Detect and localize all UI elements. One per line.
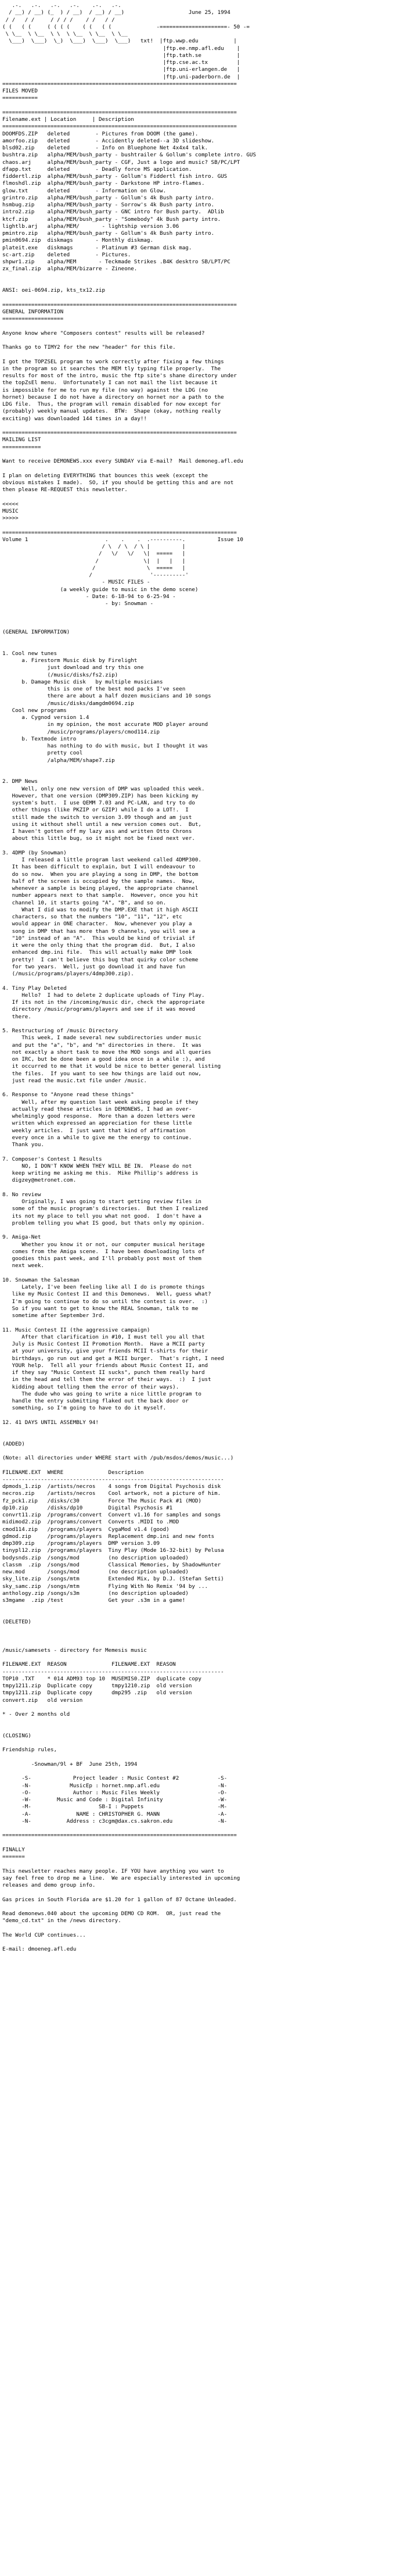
text-line: /music/programs/players/cmod114.zip (2, 728, 160, 735)
text-line: MAILING LIST (2, 437, 41, 443)
text-line: Friendship rules, (2, 1747, 57, 1754)
text-line (2, 1412, 416, 1419)
text-line: problem telling you what IS good, but thats only my opinion. (2, 1219, 205, 1226)
text-line (2, 1840, 416, 1847)
text-line (2, 771, 416, 778)
text-line: bushtra.zip alpha/MEM/bush_party - bushtrailer & Gollum's complete intro. GUS (2, 152, 256, 159)
text-line: /alpha/MEM/shape7.zip (2, 757, 115, 764)
text-line: about this little bug, so it might not be fixed next ver. (2, 835, 195, 842)
text-line (2, 493, 416, 500)
text-line: |ftp.ee.nmp.afl.edu | (2, 45, 250, 52)
text-line: still made the switch to version 3.09 though and am just (2, 814, 192, 821)
text-line: / / / / / / / / / / / / (2, 16, 250, 23)
text-line: / \ / \ / \ | | (2, 543, 186, 550)
text-line (2, 522, 416, 529)
text-line: anthology.zip /songs/s3m (no description uploaded) (2, 1590, 189, 1597)
text-line: the topZsEl menu. Unfortunately I can not mail the list because it (2, 380, 218, 387)
text-line: Originally, I was going to start getting review files in (2, 1198, 201, 1205)
text-line: ========================================================================= (2, 529, 237, 536)
text-line: then please RE-REQUEST this newsletter. (2, 486, 128, 493)
text-line (2, 978, 416, 985)
text-line: results for most of the intro, music the ftp site's shane directory under (2, 373, 237, 379)
text-line: dmp309.zip /programs/players DMP version 3.09 (2, 1540, 160, 1547)
text-line: if they say "Music Contest II sucks", punch them really hard (2, 1369, 205, 1376)
text-line: new.mod /songs/mod (no description uploaded) (2, 1569, 189, 1575)
text-line: intro2.zip alpha/MEM/bush_party - GNC intro for Bush party. ADlib (2, 209, 224, 216)
text-line (2, 1462, 416, 1469)
text-line: fiddertl.zip alpha/MEM/bush_party - Gollum's Fiddertl fish intro. GUS (2, 173, 228, 180)
text-line: |ftp.tath.se | (2, 52, 250, 59)
text-line: Lately, I've been feeling like all I do is promote things (2, 1284, 205, 1290)
text-line: (ADDED) (2, 1440, 25, 1447)
text-line: 5. Restructuring of /music Directory (2, 1028, 118, 1034)
text-line: zx_final.zip alpha/MEM/bizarre - Zineone. (2, 266, 138, 273)
text-line (2, 1604, 416, 1611)
text-line: So if you want to get to know the REAL Snowman, talk to me (2, 1305, 199, 1312)
text-line (2, 622, 416, 629)
newsletter-document (2, 2, 416, 1954)
text-line: every once in a while to give me the energy to continue. (2, 1134, 192, 1141)
text-line: --------------------------------------------------------------------- (2, 1668, 224, 1675)
text-line: classm .zip /songs/mod Classical Memories, by ShadowHunter (2, 1561, 221, 1568)
text-line: |ftp.uni-paderborn.de | (2, 73, 250, 80)
text-line: shpwr1.zip alpha/MEM - Teckmade Strikes .B4K desktro SB/LPT/PC (2, 259, 230, 265)
text-line (2, 1704, 416, 1711)
text-line: 1. Cool new tunes (2, 650, 57, 657)
text-line: |ftp.cse.ac.tx | (2, 59, 250, 66)
text-line: midimod2.zip /programs/convert Converts .MIDI to .MOD (2, 1519, 179, 1526)
text-line: The World CUP continues... (2, 1931, 86, 1938)
text-line: half of the screen is occupied by the sample names. Now, (2, 878, 195, 885)
text-line: 4. Tiny Play Deleted (2, 985, 67, 992)
text-line: It has been difficult to explain, but I will endeavour to (2, 864, 195, 871)
text-line: I plan on deleting EVERYTHING that bounces this week (except the (2, 472, 208, 479)
text-line: "10" instead of an "A". This would be kind of trivial if (2, 935, 195, 942)
text-line (2, 1768, 416, 1775)
text-line: using it without shell until a new version comes out. But, (2, 821, 201, 828)
text-line (2, 1270, 416, 1277)
text-line: I haven't gotten off my lazy ass and written Otto Chrons (2, 828, 192, 835)
text-line: "demo_cd.txt" in the /news directory. (2, 1917, 121, 1924)
text-line: song in DMP that has more than 9 channels, you will see a (2, 928, 195, 935)
text-line: =========== (2, 95, 38, 102)
text-line: (/music/disks/fs2.zip) (2, 671, 118, 678)
text-line: I got the TOPZSEL program to work correctly after fixing a few things (2, 358, 224, 365)
text-line: ( ( ( ( ( ( ( ( ( ( ( ( -=====================- 50 -= (2, 23, 250, 30)
text-line: other things (like PKZIP or GZIP) while I do a LOT!. I (2, 807, 189, 814)
text-line: -S- Project leader : Music Contest #2 -S- (2, 1775, 228, 1782)
text-line: b. Damage Music disk by multiple musicians (2, 678, 163, 685)
text-line: /music/disks/damgdm0694.zip (2, 700, 134, 707)
text-line: Want to receive DEMONEWS.xxx every SUNDAY via E-mail? Mail demoneg.afl.edu (2, 458, 243, 464)
text-line: ========================================================================= (2, 109, 237, 116)
text-line: sc-art.zip deleted - Pictures. (2, 251, 131, 258)
text-line: -Snowman/9l + BF June 25th, 1994 (2, 1761, 138, 1768)
text-line: dfapp.txt deleted - Deadly force MS application. (2, 166, 192, 173)
text-line: NO, I DON'T KNOW WHEN THEY WILL BE IN. Please do not (2, 1162, 192, 1169)
text-line: at your university, give your friends MCII t-shirts for their (2, 1348, 208, 1355)
text-line: -O- Author : Music Files Weekly -O- (2, 1789, 228, 1796)
text-line: FILES MOVED (2, 88, 38, 94)
text-line: --------------------------------------------------------------------- (2, 1476, 224, 1483)
text-line: written which expressed an appreciation for these little (2, 1120, 192, 1127)
text-line (2, 1740, 416, 1747)
text-line: sometime after September 3rd. (2, 1312, 106, 1319)
text-line: FILENAME.EXT REASON FILENAME.EXT REASON (2, 1661, 176, 1668)
text-line: Cool new programs (2, 707, 67, 714)
text-line: / \| | | | (2, 557, 186, 564)
text-line: tmpy1211.zip Duplicate copy dmp295 .zip old version (2, 1690, 192, 1697)
text-line: Thank you. (2, 1142, 44, 1148)
text-line: LDG file. Thus, the program will remain disabled for now except for (2, 401, 221, 407)
text-line (2, 843, 416, 850)
text-line: Well, only one new version of DMP was uploaded this week. (2, 785, 205, 792)
text-line: Hello? I had to delete 2 duplicate uploads of Tiny Play. (2, 992, 205, 999)
text-line: Volume 1 . . . .----------. Issue 10 (2, 536, 243, 543)
text-line: ========================================================================= (2, 80, 237, 87)
text-line: b. Textmode intro (2, 735, 77, 742)
text-line: >>>>> (2, 515, 19, 521)
text-line: sky_lite.zip /songs/mtm Extended Mix, by D.J. (Stefan Setti) (2, 1576, 224, 1583)
text-line (2, 1448, 416, 1455)
text-line: (Note: all directories under WHERE start with /pub/msdos/demos/music...) (2, 1455, 234, 1461)
text-line: whenever a sample is being played, the appropriate channel (2, 885, 199, 892)
text-line: - by: Snowman - (2, 600, 153, 607)
text-line: tmpy1211.zip Duplicate copy tmpy1210.zip old version (2, 1683, 192, 1689)
text-line: cmod114.zip /programs/players CygaMod v1.4 (good) (2, 1526, 170, 1533)
text-line: in the head and tell them the error of their ways. :) I just (2, 1376, 211, 1383)
text-line: in my opinion, the most accurate MOD player around (2, 721, 208, 728)
text-line: 12. 41 DAYS UNTIL ASSEMBLY 94! (2, 1419, 99, 1426)
text-line: this is one of the best mod packs I've seen (2, 686, 186, 692)
text-line (2, 1085, 416, 1092)
text-line: bodysnds.zip /songs/mod (no description uploaded) (2, 1554, 189, 1561)
text-line: * - Over 2 months old (2, 1711, 70, 1718)
text-line: pmintro.zip alpha/MEM/bush_party - Gollum's 4k Bush party intro. (2, 230, 215, 237)
text-line (2, 1185, 416, 1192)
text-line: pretty! I can't believe this bug that quirky color scheme (2, 956, 199, 963)
text-line (2, 1754, 416, 1761)
text-line: ========================================================================= (2, 301, 237, 308)
text-line: lightlb.arj alpha/MEM/ - lightship version 3.06 (2, 223, 179, 230)
text-line (2, 1939, 416, 1946)
text-line (2, 1640, 416, 1647)
text-line: not exactly a short task to move the MOD songs and all queries (2, 1049, 211, 1056)
text-line: (probably) weekly manual updates. BTW: Shape (okay, nothing really (2, 408, 221, 415)
text-line: 8. No review (2, 1191, 41, 1198)
text-line: 2. DMP News (2, 778, 38, 785)
text-line (2, 1426, 416, 1433)
text-line: <<<<< (2, 500, 19, 507)
text-line: 7. Composer's Contest 1 Results (2, 1155, 102, 1162)
text-line (2, 764, 416, 771)
text-line: -N- MusicEp : hornet.nmp.afl.edu -N- (2, 1782, 228, 1789)
text-line (2, 1654, 416, 1661)
text-line: next week. (2, 1262, 44, 1269)
text-line: YOUR help. Tell all your friends about Music Contest II, and (2, 1362, 208, 1369)
text-line (2, 351, 416, 358)
text-line: |ftp.uni-erlangen.de | (2, 66, 250, 73)
text-line: If its not in the /incoming/music dir, check the appropriate (2, 999, 205, 1006)
text-line: Thanks go to TIMY2 for the new "header" for this file. (2, 344, 176, 350)
text-line: \ \__ \ \__ \ \ \ \__ \ \__ \ \__ (2, 31, 260, 37)
text-line: there are about a half dozen musicians and 10 songs (2, 693, 211, 700)
text-line: E-mail: dmoeneg.afl.edu (2, 1946, 77, 1953)
text-line (2, 1612, 416, 1619)
text-line (2, 294, 416, 301)
text-line: - MUSIC FILES - (2, 579, 150, 586)
text-line (2, 323, 416, 330)
text-line: fz_pck1.zip /disks/c30 Force The Music Pack #1 (MOD) (2, 1497, 201, 1504)
text-line: - Date: 6-18-94 to 6-25-94 - (2, 593, 176, 600)
text-line: Anyone know where "Composers contest" results will be released? (2, 330, 205, 337)
text-line: it were the only thing that the program did. But, I also (2, 942, 195, 949)
text-line: July is Music Contest II Promotion Month. Have a MCII party (2, 1341, 205, 1347)
text-line: DOOMFDS.ZIP deleted - Pictures from DOOM (the game). (2, 130, 199, 137)
text-line (2, 1718, 416, 1725)
text-line: system's butt. I use QEMM 7.03 and PC-LAN, and try to do (2, 800, 195, 806)
text-line: do so now. When you are playing a song in DMP, the bottom (2, 871, 199, 878)
text-line: just read the music.txt file under /music. (2, 1077, 147, 1084)
text-line: enhanced dmp.ini file. This will actually make DMP look (2, 949, 192, 956)
text-line: This newsletter reaches many people. IF YOU have anything you want to (2, 1867, 224, 1874)
text-line: birthdays, go run out and get a MCII burger. That's right, I need (2, 1355, 224, 1362)
text-line: its not my place to tell you what not good. I don't have a (2, 1212, 201, 1219)
text-line: characters, so that the numbers "10", "11", "12", etc (2, 914, 182, 920)
text-line: -M- SB-I : Puppets -M- (2, 1804, 228, 1811)
text-line: dp10.zip /disks/dp10 Digital Psychosis #1 (2, 1504, 173, 1511)
text-line: 11. Music Contest II (the aggressive campaign) (2, 1326, 150, 1333)
text-line (2, 273, 416, 280)
text-line: hornet) because I do not have a directory on hornet nor a path to the (2, 393, 224, 400)
text-line: sky_samc.zip /songs/mtm Flying With No Remix '94 by ... (2, 1583, 208, 1590)
text-line: hsmbug.zip alpha/MEM/bush_party - Sorrow's 4k Bush party intro. (2, 202, 215, 208)
text-line: Gas prices in South Florida are $1.20 for 1 gallon of 87 Octane Unleaded. (2, 1896, 237, 1903)
text-line (2, 1889, 416, 1896)
text-line: there. (2, 1013, 31, 1020)
text-line (2, 280, 416, 287)
text-line (2, 1726, 416, 1733)
text-line: (DELETED) (2, 1618, 31, 1625)
text-line: flmoshdl.zip alpha/MEM/bush_party - Darkstone HP intro-flames. (2, 180, 205, 187)
text-line: I released a little program last weekend called 4DMP300. (2, 857, 201, 863)
text-line: 10. Snowman the Salesman (2, 1276, 80, 1283)
text-line: -N- Address : c3cgm@dax.cs.sakron.edu -N- (2, 1817, 228, 1824)
text-line: dpmods_1.zip /artists/necros 4 songs from Digital Psychosis disk (2, 1483, 221, 1490)
text-line (2, 1904, 416, 1910)
text-line: ============ (2, 443, 41, 450)
text-line: ========================================================================= (2, 430, 237, 436)
text-line: number appears next to that sample. However, once you hit (2, 892, 199, 899)
text-line: handle the entry submitting flaked out the back door or (2, 1398, 189, 1404)
text-line: and put the "a", "b", and "m" directories in there. It was (2, 1042, 201, 1049)
text-line: convrt11.zip /programs/convert Convert v1.16 for samples and songs (2, 1512, 221, 1518)
text-line: channel 10, it starts going "A", "B", and so on. (2, 899, 167, 906)
text-line (2, 423, 416, 430)
text-line (2, 636, 416, 643)
text-line: /music/samesets - directory for Memesis music (2, 1647, 147, 1654)
text-line: =================== (2, 316, 64, 322)
text-line: pretty cool (2, 750, 83, 757)
text-line: weekly articles. I just want that kind of affirmation (2, 1127, 186, 1134)
text-line: actually read these articles in DEMONEWS, I had an over- (2, 1105, 192, 1112)
text-line: ========================================================================= (2, 1832, 237, 1839)
text-line: a. Cygnod version 1.4 (2, 714, 89, 721)
text-line: Well, after my question last week asking people if they (2, 1099, 199, 1105)
text-line: plateit.exe diskmags - Platinum #3 German disk mag. (2, 244, 192, 251)
text-line: amorfoo.zip deleted - Accidently deleted--a 3D slideshow. (2, 137, 215, 144)
text-line: on IRC, but be done been a good idea once in a while :), and (2, 1056, 205, 1062)
text-line (2, 102, 416, 109)
text-line (2, 1825, 416, 1832)
text-line (2, 615, 416, 622)
text-line: FINALLY (2, 1846, 25, 1853)
text-line: exciting) was downloaded 144 times in a day!! (2, 415, 147, 422)
text-line: some of the music program's directories. But then I realized (2, 1205, 208, 1212)
text-line (2, 1021, 416, 1028)
text-line: tinypl12.zip /programs/players Tiny Play (Mode 16-32-bit) by Pelusa (2, 1547, 224, 1554)
text-line: GENERAL INFORMATION (2, 308, 64, 315)
text-line: What I did was to modify the DMP.EXE that it high ASCII (2, 906, 199, 913)
text-line (2, 1861, 416, 1867)
text-line: necros.zip /artists/necros Cool artwork, not a picture of him. (2, 1490, 221, 1497)
text-line: However, that one version (DMP309.ZIP) has been kicking my (2, 792, 199, 799)
text-line: This week, I made several new subdirectories under music (2, 1035, 201, 1042)
text-line: directory /music/programs/players and see if it was moved (2, 1006, 195, 1013)
text-line: (GENERAL INFORMATION) (2, 629, 70, 635)
text-line (2, 1319, 416, 1326)
text-line: has nothing to do with music, but I thought it was (2, 743, 208, 749)
text-line: convert.zip old version (2, 1697, 83, 1704)
text-line: just download and try this one (2, 664, 144, 671)
text-line: digzey@metronet.com. (2, 1177, 77, 1184)
text-line (2, 607, 416, 614)
text-line: say feel free to drop me a line. We are especially interested in upcoming (2, 1874, 240, 1881)
text-line: I'm going to continue to do so until the contest is over. :) (2, 1298, 208, 1305)
text-line: -A- NAME : CHRISTOPHER G. MANN -A- (2, 1811, 228, 1817)
text-line: something, so I'm going to have to do it myself. (2, 1405, 167, 1412)
text-line: like my Music Contest II and this Demonews. Well, guess what? (2, 1291, 211, 1298)
text-line (2, 1227, 416, 1234)
text-line: .-. .-. .-. .-. .-. .-. (2, 2, 250, 9)
text-line: (CLOSING) (2, 1732, 31, 1739)
text-line (2, 643, 416, 650)
text-line: -W- Music and Code : Digital Infinity -W- (2, 1797, 228, 1803)
text-line: it occurred to me that it would be nice to better general listing (2, 1063, 221, 1070)
text-line: is impossible for me to run my file (no way) against the LDG (no (2, 387, 208, 393)
text-line: After that clarification in #10, I must tell you all that (2, 1333, 205, 1340)
text-line: / '----------' (2, 572, 189, 578)
text-line: Filename.ext | Location | Description (2, 116, 134, 123)
text-line (2, 1626, 416, 1633)
text-line: in the program so it searches the MEM tly typing file properly. The (2, 365, 221, 372)
text-line: / \ ===== | (2, 564, 186, 571)
text-line: TOP10 .TXT * 014 ADM93 top 10 MUSEMIS0.ZIP duplicate copy (2, 1675, 201, 1682)
text-line (2, 465, 416, 472)
text-line: 6. Response to "Anyone read these things" (2, 1092, 134, 1099)
text-line: the files. If you want to see how things are laid out now, (2, 1070, 201, 1077)
text-line (2, 1149, 416, 1155)
text-line: ktcf.zip alpha/MEM/bush_party - "Somebody" 4k Bush party intro. (2, 216, 221, 223)
text-line: Read demonews.040 about the upcoming DEMO CD ROM. OR, just read the (2, 1910, 221, 1917)
text-line: goodies this past week, and I'll probably post most of them (2, 1255, 201, 1262)
text-line (2, 1925, 416, 1932)
text-line: 3. 4DMP (by Snowman) (2, 849, 67, 856)
text-line: 9. Amiga-Net (2, 1234, 41, 1241)
text-line: obvious mistakes I made). SO, if you should be getting this and are not (2, 479, 234, 486)
text-line: ========================================================================= (2, 123, 237, 130)
text-line: MUSIC (2, 507, 19, 514)
text-line: gdmod.zip /programs/players Replacement dmp.ini and new fonts (2, 1533, 215, 1540)
text-line: ======= (2, 1854, 25, 1860)
text-line: releases and demo group info. (2, 1882, 96, 1888)
text-line: \___) \___) \_) \___) \___) \___) txt! |ftp.wwp.edu | (2, 38, 247, 45)
text-line (2, 451, 416, 458)
text-line: / \/ \/ \| ===== | (2, 550, 186, 557)
text-line: s3mgame .zip /test Get your .s3m in a game! (2, 1597, 186, 1604)
text-line: (a weekly guide to music in the demo scene) (2, 586, 199, 593)
text-line: chaos.arj alpha/MEM/bush_party - CGF, Just a logo and music? SB/PC/LPT (2, 159, 240, 166)
text-line: comes from the Amiga scene. I have been downloading lots of (2, 1248, 205, 1255)
text-line: grintro.zip alpha/MEM/bush_party - Gollum's 4k Bush party intro. (2, 194, 215, 201)
text-line: Whether you know it or not, our computer musical heritage (2, 1241, 205, 1248)
text-line: FILENAME.EXT WHERE Description (2, 1469, 144, 1476)
text-line (2, 337, 416, 344)
text-line: / __) / __) (_ ) / __) / __) / __) June 25, 1994 (2, 9, 250, 16)
text-line: pmin0694.zip diskmags - Monthly diskmag. (2, 237, 153, 244)
text-line: keep writing me asking me this. Mike Phillip's address is (2, 1170, 199, 1176)
text-line (2, 1633, 416, 1640)
text-line: would appear in ONE character. Now, whenever you play a (2, 921, 192, 928)
text-line: glow.txt deleted - Information on Glow. (2, 187, 167, 194)
text-line: ANSI: oei-0694.zip, kts_tx12.zip (2, 287, 106, 294)
text-line: blsd02.zip deleted - Info on Bluephone Net 4x4x4 talk. (2, 145, 208, 151)
text-line: a. Firestorm Music disk by Firelight (2, 657, 138, 664)
text-line (2, 1433, 416, 1440)
text-line: (/music/programs/players/4dmp300.zip). (2, 971, 134, 977)
text-line: kidding about telling them the error of their ways). (2, 1383, 179, 1390)
text-line: whelmingly good response. More than a dozen letters were (2, 1113, 195, 1119)
text-line: for two years. Well, just go download it and have fun (2, 963, 186, 970)
text-line: The dude who was going to write a nice little program to (2, 1390, 201, 1397)
